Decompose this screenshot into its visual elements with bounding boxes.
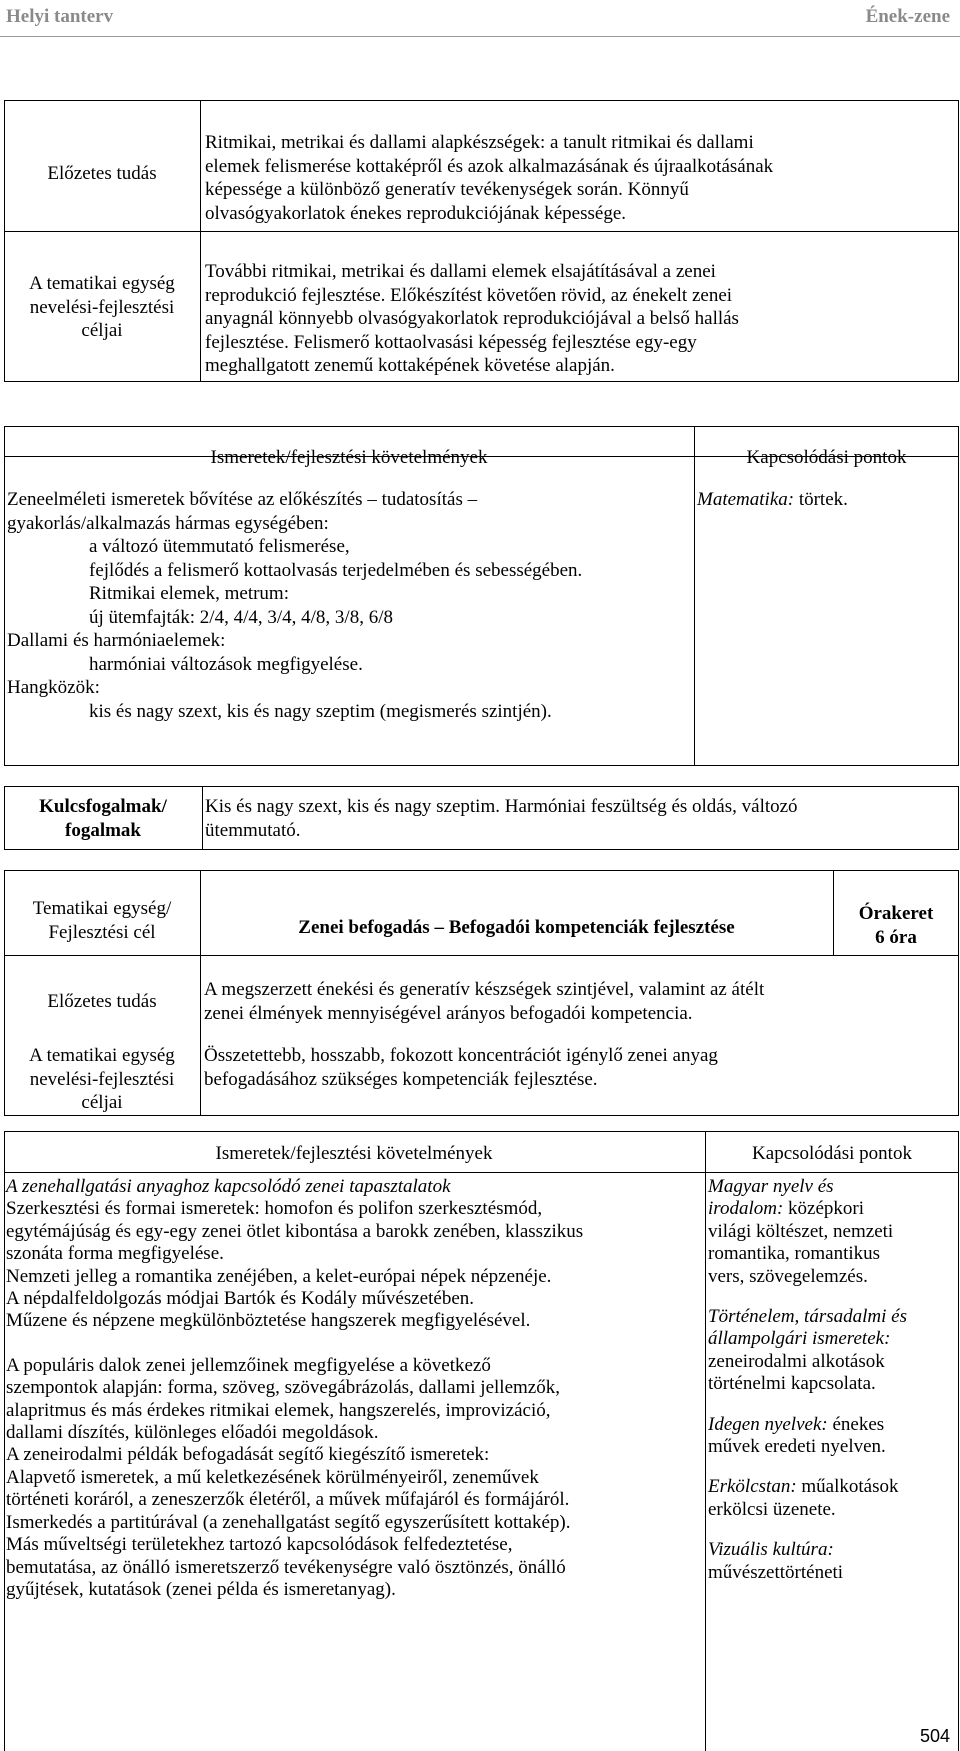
hours-box <box>833 902 959 949</box>
text-line: Más műveltségi területekhez tartozó kapcsolódások felfedeztetése, <box>6 1534 513 1556</box>
subject-name: Idegen nyelvek: <box>708 1413 828 1435</box>
label-line: céljai <box>81 320 123 341</box>
prior-knowledge-label: Előzetes tudás <box>47 991 157 1012</box>
divider <box>200 870 201 1116</box>
divider <box>694 426 695 766</box>
key-concepts-text <box>205 795 955 842</box>
label-line: céljai <box>81 1092 123 1113</box>
text-line: ütemmutató. <box>205 819 301 841</box>
requirements-header: Ismeretek/fejlesztési követelmények <box>210 447 488 468</box>
subject-name: Vizuális kultúra: <box>708 1539 834 1561</box>
label-line: fogalmak <box>65 819 141 841</box>
connection-detail: énekes <box>827 1413 885 1435</box>
connections-header: Kapcsolódási pontok <box>746 447 907 468</box>
theme-label <box>4 897 200 944</box>
connection-detail: történelmi kapcsolata. <box>708 1373 876 1395</box>
connections-text <box>697 488 957 512</box>
label-line: Tematikai egység/ <box>32 898 172 919</box>
text-line: dallami díszítés, különleges előadói megoldások. <box>6 1422 379 1444</box>
connections-header: Kapcsolódási pontok <box>752 1143 912 1164</box>
connection-detail: művészettörténeti <box>708 1561 844 1583</box>
connections-list <box>708 1176 958 1584</box>
text-line: harmóniai változások megfigyelése. <box>89 653 363 675</box>
text-line: meghallgatott zenemű kottaképének követése alapján. <box>205 355 615 376</box>
divider <box>4 231 959 232</box>
goals-text <box>204 1044 954 1091</box>
page-number: 504 <box>919 1726 950 1746</box>
goals-text <box>205 260 955 378</box>
text-line: Zeneelméleti ismeretek bővítése az előkészítés – tudatosítás – <box>7 489 478 510</box>
label-line: A tematikai egység <box>29 1045 175 1066</box>
divider <box>200 100 201 382</box>
text-line: Alapvető ismeretek, a mű keletkezésének körülményeiről, zeneművek <box>6 1466 539 1488</box>
hours-value: 6 óra <box>875 926 917 948</box>
divider <box>202 786 203 850</box>
text-line: a változó ütemmutató felismerése, <box>89 536 350 557</box>
text-line: olvasógyakorlatok énekes reprodukciójának képessége. <box>205 202 627 224</box>
text-line: fejlesztése. Felismerő kottaolvasási képesség fejlesztése egy-egy <box>205 331 697 353</box>
hours-label: Órakeret <box>858 903 934 924</box>
requirements-header: Ismeretek/fejlesztési követelmények <box>215 1143 493 1164</box>
requirements-list <box>7 488 692 723</box>
label-line: nevelési-fejlesztési <box>29 296 175 318</box>
text-line: szonáta forma megfigyelése. <box>6 1243 224 1265</box>
label-line: A tematikai egység <box>29 273 175 294</box>
text-line: Szerkesztési és formai ismeretek: homofon és polifon szerkesztésmód, <box>6 1198 543 1220</box>
connection-detail: törtek. <box>794 489 848 510</box>
text-line: anyagnál könnyebb olvasógyakorlatok reprodukciójával a belső hallás <box>205 308 739 329</box>
text-line: alapritmus és más érdekes ritmikai elemek, hangszerelés, improvizáció, <box>6 1399 551 1421</box>
requirements-list <box>6 1176 704 1601</box>
text-line: reprodukció fejlesztése. Előkészítést követően rövid, az énekelt zenei <box>205 284 733 306</box>
connection-detail: vers, szövegelemzés. <box>708 1265 868 1287</box>
goals-label <box>4 272 200 343</box>
key-concepts-label <box>4 795 202 842</box>
prior-knowledge-text <box>204 978 954 1025</box>
text-line: Műzene és népzene megkülönböztetése hangszerek megfigyelésével. <box>6 1310 531 1332</box>
subject-name: irodalom: <box>708 1198 784 1220</box>
label-line: Kulcsfogalmak/ <box>39 796 167 817</box>
text-line: gyűjtések, kutatások (zenei példa és ismeretanyag). <box>6 1578 396 1600</box>
text-line: történeti koráról, a zeneszerzők életéről, a művek műfajáról és formájáról. <box>6 1489 570 1511</box>
divider <box>4 1172 959 1173</box>
text-line: Ismerkedés a partitúrával (a zenehallgatást segítő egyszerűsített kottakép). <box>6 1511 571 1533</box>
connection-detail: művek eredeti nyelven. <box>708 1436 886 1458</box>
text-line: A megszerzett énekési és generatív készségek szintjével, valamint az átélt <box>204 979 765 1000</box>
text-line: képessége a különböző generatív tevékenységek során. Könnyű <box>205 179 689 200</box>
text-line: zenei élmények mennyiségével arányos befogadói kompetencia. <box>204 1002 693 1024</box>
text-line: fejlődés a felismerő kottaolvasás terjedelmében és sebességében. <box>89 559 583 581</box>
prior-knowledge-text <box>205 131 955 225</box>
connection-detail: erkölcsi üzenete. <box>708 1498 836 1520</box>
label-line: nevelési-fejlesztési <box>29 1068 175 1090</box>
goals-label <box>4 1044 200 1115</box>
subject-name: Történelem, társadalmi és <box>708 1306 907 1328</box>
connection-detail: zeneirodalmi alkotások <box>708 1350 885 1372</box>
theme-title: Zenei befogadás – Befogadói kompetenciák fejlesztése <box>298 917 735 938</box>
text-line: A populáris dalok zenei jellemzőinek megfigyelése a következő <box>6 1354 491 1376</box>
label-line: Fejlesztési cél <box>48 921 156 943</box>
connection-detail: romantika, romantikus <box>708 1243 881 1265</box>
text-line: kis és nagy szext, kis és nagy szeptim (megismerés szintjén). <box>89 700 552 722</box>
running-header-right: Ének-zene <box>865 6 950 27</box>
text-line: új ütemfajták: 2/4, 4/4, 3/4, 4/8, 3/8, 6/8 <box>89 606 393 628</box>
subject-name: Magyar nyelv és <box>708 1176 834 1197</box>
connection-detail: világi költészet, nemzeti <box>708 1220 894 1242</box>
text-line: Összetettebb, hosszabb, fokozott koncentrációt igénylő zenei anyag <box>204 1045 718 1066</box>
connection-detail: középkori <box>783 1198 865 1220</box>
text-line: Nemzeti jelleg a romantika zenéjében, a kelet-európai népek népzenéje. <box>6 1265 552 1287</box>
text-line: szempontok alapján: forma, szöveg, szövegábrázolás, dallami jellemzők, <box>6 1377 560 1399</box>
divider <box>705 1131 706 1751</box>
text-line: befogadásához szükséges kompetenciák fejlesztése. <box>204 1068 598 1090</box>
running-header-left: Helyi tanterv <box>6 6 114 27</box>
text-line: egytémájúság és egy-egy zenei ötlet kibontása a barokk zenében, klasszikus <box>6 1220 584 1242</box>
text-line: elemek felismerése kottaképről és azok alkalmazásának és újraalkotásának <box>205 155 774 177</box>
prior-knowledge-label: Előzetes tudás <box>47 163 157 184</box>
text-line: További ritmikai, metrikai és dallami elemek elsajátításával a zenei <box>205 261 716 282</box>
text-line: gyakorlás/alkalmazás hármas egységében: <box>7 512 329 534</box>
subject-name: Erkölcstan: <box>708 1476 797 1498</box>
text-line: Ritmikai elemek, metrum: <box>89 583 289 604</box>
text-line: A zenehallgatási anyaghoz kapcsolódó zenei tapasztalatok <box>6 1176 451 1197</box>
text-line: A népdalfeldolgozás módjai Bartók és Kodály művészetében. <box>6 1288 475 1310</box>
header-rule <box>0 36 960 37</box>
text-line: Ritmikai, metrikai és dallami alapkészségek: a tanult ritmikai és dallami <box>205 132 754 153</box>
text-line: Dallami és harmóniaelemek: <box>7 630 226 651</box>
connection-detail: műalkotások <box>796 1476 899 1498</box>
text-line: Kis és nagy szext, kis és nagy szeptim. Harmóniai feszültség és oldás, változó <box>205 796 798 817</box>
text-line: A zeneirodalmi példák befogadását segítő kiegészítő ismeretek: <box>6 1444 490 1466</box>
text-line: Hangközök: <box>7 677 100 698</box>
subject-name: Matematika: <box>697 489 795 510</box>
subject-name: állampolgári ismeretek: <box>708 1328 891 1350</box>
text-line: bemutatása, az önálló ismeretszerző tevékenységre való ösztönzés, önálló <box>6 1556 566 1578</box>
divider <box>4 955 959 956</box>
